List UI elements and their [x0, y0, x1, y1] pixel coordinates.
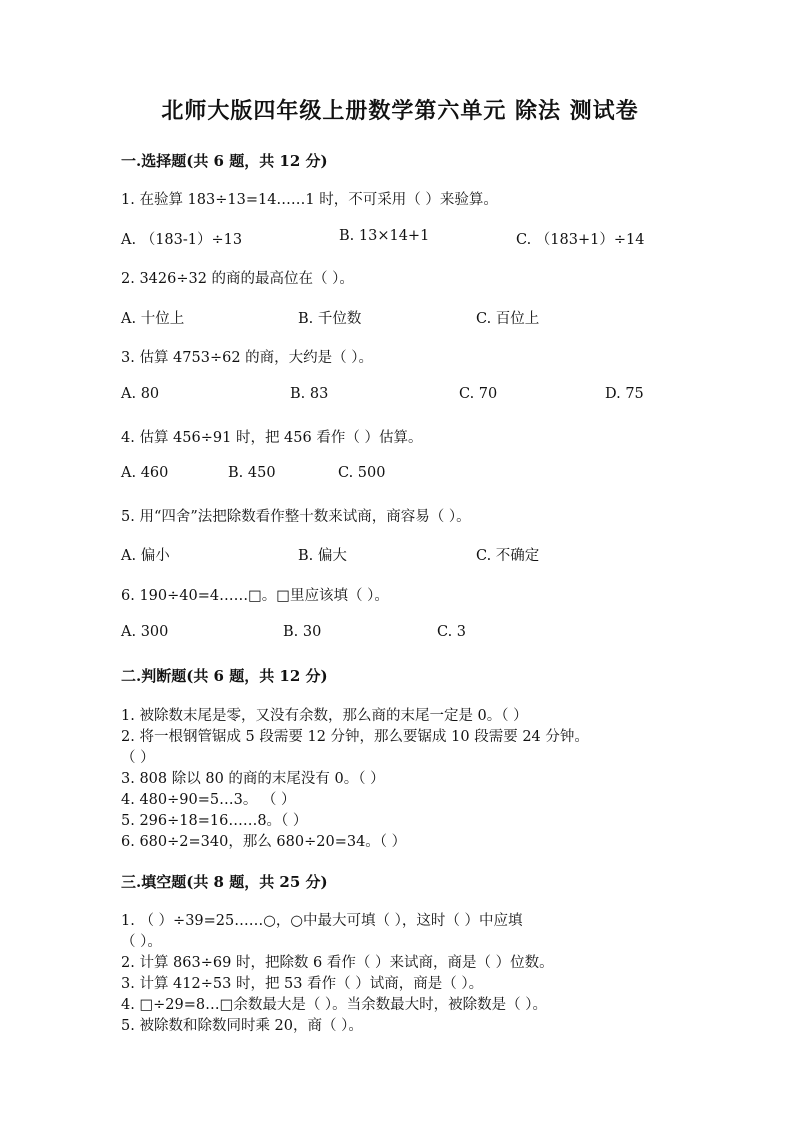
option-1b: B. 13×14+1 — [339, 228, 430, 244]
judgement-line-2-cont: （ ） — [121, 750, 155, 766]
fill-line-3: 3. 计算 412÷53 时，把 53 看作（ ）试商，商是（ ）。 — [121, 976, 484, 992]
option-2a: A. 十位上 — [121, 311, 185, 327]
judgement-line-5: 5. 296÷18=16……8。（ ） — [121, 813, 308, 829]
judgement-line-3: 3. 808 除以 80 的商的末尾没有 0。（ ） — [121, 771, 385, 787]
option-3a: A. 80 — [121, 386, 160, 402]
option-4b: B. 450 — [228, 465, 276, 481]
question-4: 4. 估算 456÷91 时，把 456 看作（ ）估算。 — [121, 430, 423, 446]
question-5: 5. 用“四舍”法把除数看作整十数来试商，商容易（ ）。 — [121, 509, 471, 525]
section-heading-choice: 一.选择题(共 6 题，共 12 分) — [121, 152, 328, 170]
option-5a: A. 偏小 — [121, 548, 170, 564]
judgement-line-6: 6. 680÷2=340，那么 680÷20=34。（ ） — [121, 834, 407, 850]
question-3: 3. 估算 4753÷62 的商，大约是（ ）。 — [121, 350, 374, 366]
section-heading-fill: 三.填空题(共 8 题，共 25 分) — [121, 873, 328, 891]
option-3b: B. 83 — [290, 386, 329, 402]
section-heading-judgement: 二.判断题(共 6 题，共 12 分) — [121, 667, 328, 685]
option-4c: C. 500 — [338, 465, 386, 481]
fill-line-4: 4. □÷29=8…□余数最大是（ ）。当余数最大时，被除数是（ ）。 — [121, 997, 548, 1013]
option-6a: A. 300 — [121, 624, 169, 640]
fill-line-1-cont: （ ）。 — [121, 934, 162, 950]
judgement-line-1: 1. 被除数末尾是零，又没有余数，那么商的末尾一定是 0。（ ） — [121, 708, 528, 724]
question-2: 2. 3426÷32 的商的最高位在（ ）。 — [121, 271, 354, 287]
judgement-line-2: 2. 将一根钢管锯成 5 段需要 12 分钟，那么要锯成 10 段需要 24 分钟。 — [121, 729, 589, 745]
option-1a: A. （183-1）÷13 — [121, 232, 243, 248]
judgement-line-4: 4. 480÷90=5…3。 （ ） — [121, 792, 296, 808]
option-6b: B. 30 — [283, 624, 322, 640]
option-1c: C. （183+1）÷14 — [516, 232, 645, 248]
question-6: 6. 190÷40=4……□。□里应该填（ ）。 — [121, 588, 389, 604]
page-title: 北师大版四年级上册数学第六单元 除法 测试卷 — [161, 98, 639, 124]
fill-line-2: 2. 计算 863÷69 时，把除数 6 看作（ ）来试商，商是（ ）位数。 — [121, 955, 554, 971]
option-5b: B. 偏大 — [298, 548, 347, 564]
fill-line-5: 5. 被除数和除数同时乘 20，商（ ）。 — [121, 1018, 363, 1034]
option-6c: C. 3 — [437, 624, 467, 640]
option-2c: C. 百位上 — [476, 311, 540, 327]
fill-line-1: 1. （ ）÷39=25……○，○中最大可填（ ），这时（ ）中应填 — [121, 913, 523, 929]
option-4a: A. 460 — [121, 465, 169, 481]
question-1: 1. 在验算 183÷13=14……1 时，不可采用（ ）来验算。 — [121, 192, 498, 208]
option-3d: D. 75 — [605, 386, 644, 402]
option-2b: B. 千位数 — [298, 311, 362, 327]
option-5c: C. 不确定 — [476, 548, 540, 564]
option-3c: C. 70 — [459, 386, 498, 402]
